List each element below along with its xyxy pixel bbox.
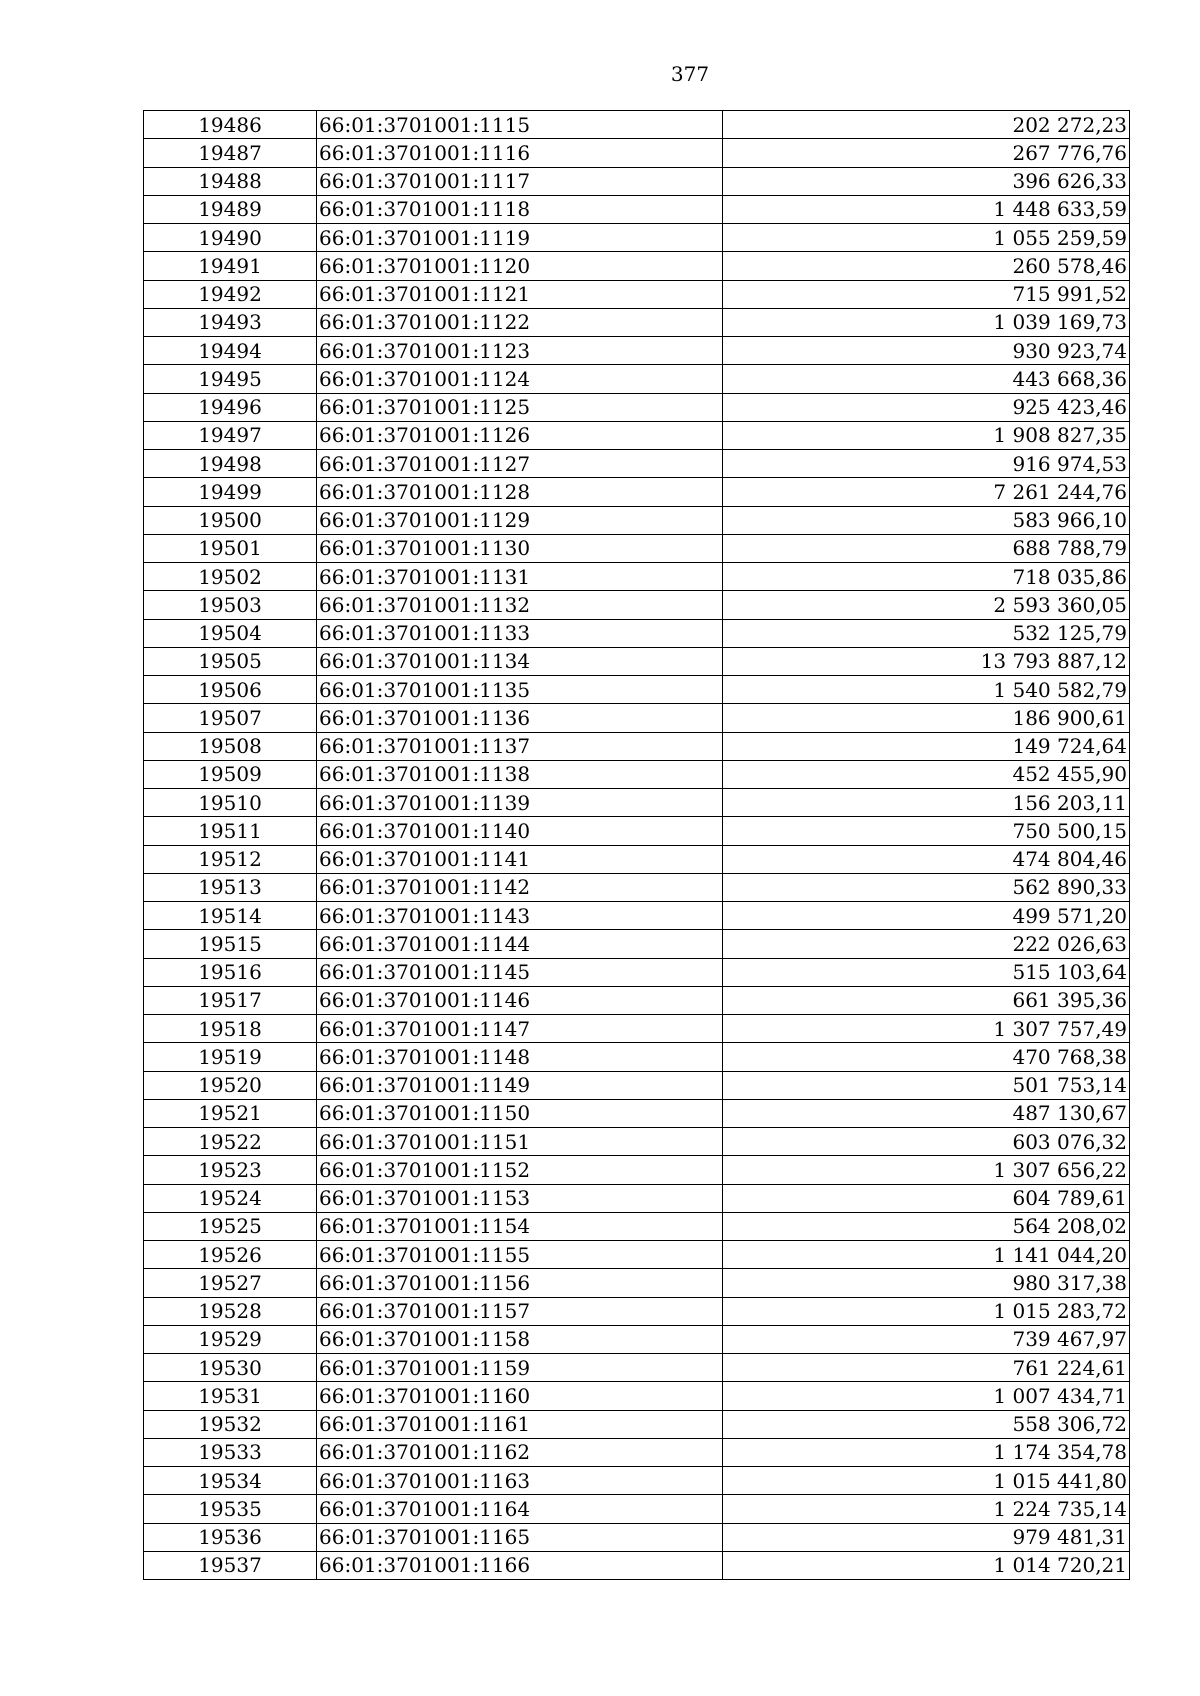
table-row (144, 704, 1130, 732)
table-row (144, 591, 1130, 619)
table-row (144, 337, 1130, 365)
row-number-cell: 19489 (144, 195, 317, 223)
row-number-cell: 19536 (144, 1523, 317, 1551)
row-number-cell: 19508 (144, 732, 317, 760)
cadastral-number-cell: 66:01:3701001:1152 (317, 1156, 723, 1184)
cadastral-number-cell: 66:01:3701001:1161 (317, 1410, 723, 1438)
table-row (144, 1015, 1130, 1043)
cadastral-number-cell: 66:01:3701001:1119 (317, 224, 723, 252)
table-row (144, 986, 1130, 1014)
row-number-cell: 19509 (144, 760, 317, 788)
cadastral-number-cell: 66:01:3701001:1146 (317, 986, 723, 1014)
table-row (144, 930, 1130, 958)
table-row (144, 534, 1130, 562)
row-number-cell: 19517 (144, 986, 317, 1014)
table-row (144, 1184, 1130, 1212)
cadastral-value-cell: 443 668,36 (723, 365, 1130, 393)
cadastral-value-cell: 930 923,74 (723, 337, 1130, 365)
cadastral-number-cell: 66:01:3701001:1129 (317, 506, 723, 534)
cadastral-value-cell: 558 306,72 (723, 1410, 1130, 1438)
row-number-cell: 19529 (144, 1325, 317, 1353)
table-row (144, 760, 1130, 788)
cadastral-value-cell: 1 224 735,14 (723, 1495, 1130, 1523)
table-row (144, 1354, 1130, 1382)
table-row (144, 1156, 1130, 1184)
cadastral-number-cell: 66:01:3701001:1123 (317, 337, 723, 365)
row-number-cell: 19527 (144, 1269, 317, 1297)
cadastral-value-cell: 1 307 656,22 (723, 1156, 1130, 1184)
row-number-cell: 19514 (144, 902, 317, 930)
row-number-cell: 19534 (144, 1467, 317, 1495)
cadastral-value-cell: 562 890,33 (723, 873, 1130, 901)
table-row (144, 1410, 1130, 1438)
cadastral-number-cell: 66:01:3701001:1160 (317, 1382, 723, 1410)
cadastral-number-cell: 66:01:3701001:1128 (317, 478, 723, 506)
row-number-cell: 19516 (144, 958, 317, 986)
row-number-cell: 19531 (144, 1382, 317, 1410)
table-row (144, 958, 1130, 986)
row-number-cell: 19494 (144, 337, 317, 365)
cadastral-value-cell: 1 448 633,59 (723, 195, 1130, 223)
cadastral-number-cell: 66:01:3701001:1137 (317, 732, 723, 760)
cadastral-value-cell: 186 900,61 (723, 704, 1130, 732)
table-row (144, 308, 1130, 336)
table-body (144, 111, 1130, 1580)
cadastral-value-cell: 532 125,79 (723, 619, 1130, 647)
row-number-cell: 19522 (144, 1128, 317, 1156)
cadastral-value-cell: 1 015 283,72 (723, 1297, 1130, 1325)
table-row (144, 647, 1130, 675)
row-number-cell: 19503 (144, 591, 317, 619)
cadastral-value-cell: 267 776,76 (723, 139, 1130, 167)
cadastral-number-cell: 66:01:3701001:1120 (317, 252, 723, 280)
cadastral-value-cell: 156 203,11 (723, 789, 1130, 817)
cadastral-value-cell: 7 261 244,76 (723, 478, 1130, 506)
table-row (144, 111, 1130, 139)
row-number-cell: 19524 (144, 1184, 317, 1212)
cadastral-value-cell: 604 789,61 (723, 1184, 1130, 1212)
cadastral-value-cell: 661 395,36 (723, 986, 1130, 1014)
table-row (144, 873, 1130, 901)
table-row (144, 1071, 1130, 1099)
cadastral-value-cell: 1 055 259,59 (723, 224, 1130, 252)
table-row (144, 252, 1130, 280)
cadastral-value-cell: 739 467,97 (723, 1325, 1130, 1353)
row-number-cell: 19493 (144, 308, 317, 336)
table-row (144, 732, 1130, 760)
cadastral-value-cell: 718 035,86 (723, 563, 1130, 591)
cadastral-number-cell: 66:01:3701001:1138 (317, 760, 723, 788)
table-row (144, 1467, 1130, 1495)
cadastral-value-cell: 149 724,64 (723, 732, 1130, 760)
row-number-cell: 19506 (144, 676, 317, 704)
cadastral-number-cell: 66:01:3701001:1139 (317, 789, 723, 817)
row-number-cell: 19510 (144, 789, 317, 817)
row-number-cell: 19491 (144, 252, 317, 280)
row-number-cell: 19515 (144, 930, 317, 958)
cadastral-value-cell: 1 141 044,20 (723, 1241, 1130, 1269)
row-number-cell: 19533 (144, 1438, 317, 1466)
row-number-cell: 19492 (144, 280, 317, 308)
row-number-cell: 19497 (144, 421, 317, 449)
row-number-cell: 19525 (144, 1212, 317, 1240)
cadastral-value-cell: 1 039 169,73 (723, 308, 1130, 336)
cadastral-number-cell: 66:01:3701001:1151 (317, 1128, 723, 1156)
table-row (144, 1438, 1130, 1466)
cadastral-value-cell: 1 307 757,49 (723, 1015, 1130, 1043)
table-row (144, 1099, 1130, 1127)
table-row (144, 1523, 1130, 1551)
cadastral-value-cell: 396 626,33 (723, 167, 1130, 195)
table-row (144, 167, 1130, 195)
cadastral-value-cell: 979 481,31 (723, 1523, 1130, 1551)
cadastral-number-cell: 66:01:3701001:1159 (317, 1354, 723, 1382)
cadastral-number-cell: 66:01:3701001:1142 (317, 873, 723, 901)
cadastral-value-cell: 474 804,46 (723, 845, 1130, 873)
cadastral-number-cell: 66:01:3701001:1121 (317, 280, 723, 308)
cadastral-number-cell: 66:01:3701001:1127 (317, 450, 723, 478)
table-row (144, 1241, 1130, 1269)
row-number-cell: 19528 (144, 1297, 317, 1325)
cadastral-value-cell: 603 076,32 (723, 1128, 1130, 1156)
table-row (144, 1325, 1130, 1353)
cadastral-value-cell: 750 500,15 (723, 817, 1130, 845)
cadastral-number-cell: 66:01:3701001:1115 (317, 111, 723, 139)
row-number-cell: 19495 (144, 365, 317, 393)
cadastral-number-cell: 66:01:3701001:1164 (317, 1495, 723, 1523)
cadastral-value-cell: 260 578,46 (723, 252, 1130, 280)
cadastral-value-cell: 1 908 827,35 (723, 421, 1130, 449)
cadastral-value-cell: 980 317,38 (723, 1269, 1130, 1297)
cadastral-value-cell: 222 026,63 (723, 930, 1130, 958)
table-row (144, 139, 1130, 167)
row-number-cell: 19505 (144, 647, 317, 675)
table-row (144, 195, 1130, 223)
cadastral-number-cell: 66:01:3701001:1153 (317, 1184, 723, 1212)
row-number-cell: 19520 (144, 1071, 317, 1099)
cadastral-number-cell: 66:01:3701001:1149 (317, 1071, 723, 1099)
row-number-cell: 19512 (144, 845, 317, 873)
row-number-cell: 19526 (144, 1241, 317, 1269)
row-number-cell: 19490 (144, 224, 317, 252)
cadastral-number-cell: 66:01:3701001:1140 (317, 817, 723, 845)
cadastral-number-cell: 66:01:3701001:1133 (317, 619, 723, 647)
row-number-cell: 19532 (144, 1410, 317, 1438)
table-row (144, 421, 1130, 449)
table-row (144, 1043, 1130, 1071)
row-number-cell: 19535 (144, 1495, 317, 1523)
cadastral-number-cell: 66:01:3701001:1154 (317, 1212, 723, 1240)
cadastral-value-cell: 916 974,53 (723, 450, 1130, 478)
row-number-cell: 19519 (144, 1043, 317, 1071)
cadastral-number-cell: 66:01:3701001:1125 (317, 393, 723, 421)
cadastral-number-cell: 66:01:3701001:1162 (317, 1438, 723, 1466)
row-number-cell: 19518 (144, 1015, 317, 1043)
cadastral-value-cell: 202 272,23 (723, 111, 1130, 139)
cadastral-value-cell: 688 788,79 (723, 534, 1130, 562)
row-number-cell: 19513 (144, 873, 317, 901)
row-number-cell: 19523 (144, 1156, 317, 1184)
table-row (144, 224, 1130, 252)
cadastral-value-cell: 515 103,64 (723, 958, 1130, 986)
cadastral-value-cell: 487 130,67 (723, 1099, 1130, 1127)
cadastral-number-cell: 66:01:3701001:1134 (317, 647, 723, 675)
table-row (144, 817, 1130, 845)
cadastral-value-cell: 583 966,10 (723, 506, 1130, 534)
table-row (144, 789, 1130, 817)
cadastral-number-cell: 66:01:3701001:1118 (317, 195, 723, 223)
cadastral-number-cell: 66:01:3701001:1165 (317, 1523, 723, 1551)
row-number-cell: 19504 (144, 619, 317, 647)
table-row (144, 1269, 1130, 1297)
cadastral-value-cell: 715 991,52 (723, 280, 1130, 308)
cadastral-number-cell: 66:01:3701001:1163 (317, 1467, 723, 1495)
page-number: 377 (670, 62, 710, 86)
cadastral-value-cell: 1 540 582,79 (723, 676, 1130, 704)
row-number-cell: 19499 (144, 478, 317, 506)
table-row (144, 1382, 1130, 1410)
cadastral-number-cell: 66:01:3701001:1144 (317, 930, 723, 958)
row-number-cell: 19498 (144, 450, 317, 478)
table-row (144, 619, 1130, 647)
table-row (144, 1128, 1130, 1156)
cadastral-value-cell: 2 593 360,05 (723, 591, 1130, 619)
cadastral-number-cell: 66:01:3701001:1143 (317, 902, 723, 930)
table-row (144, 450, 1130, 478)
cadastral-number-cell: 66:01:3701001:1135 (317, 676, 723, 704)
cadastral-number-cell: 66:01:3701001:1116 (317, 139, 723, 167)
table-row (144, 1297, 1130, 1325)
row-number-cell: 19496 (144, 393, 317, 421)
table-row (144, 1212, 1130, 1240)
cadastral-value-cell: 13 793 887,12 (723, 647, 1130, 675)
cadastral-value-cell: 925 423,46 (723, 393, 1130, 421)
cadastral-number-cell: 66:01:3701001:1131 (317, 563, 723, 591)
cadastral-number-cell: 66:01:3701001:1150 (317, 1099, 723, 1127)
cadastral-value-cell: 470 768,38 (723, 1043, 1130, 1071)
row-number-cell: 19521 (144, 1099, 317, 1127)
cadastral-number-cell: 66:01:3701001:1158 (317, 1325, 723, 1353)
table-row (144, 393, 1130, 421)
row-number-cell: 19486 (144, 111, 317, 139)
row-number-cell: 19507 (144, 704, 317, 732)
cadastral-value-cell: 501 753,14 (723, 1071, 1130, 1099)
cadastral-number-cell: 66:01:3701001:1141 (317, 845, 723, 873)
table-row (144, 563, 1130, 591)
table-row (144, 280, 1130, 308)
cadastral-value-cell: 761 224,61 (723, 1354, 1130, 1382)
row-number-cell: 19537 (144, 1551, 317, 1579)
table-row (144, 1495, 1130, 1523)
cadastral-number-cell: 66:01:3701001:1126 (317, 421, 723, 449)
row-number-cell: 19511 (144, 817, 317, 845)
row-number-cell: 19488 (144, 167, 317, 195)
table-row (144, 365, 1130, 393)
cadastral-value-cell: 452 455,90 (723, 760, 1130, 788)
cadastral-number-cell: 66:01:3701001:1157 (317, 1297, 723, 1325)
row-number-cell: 19500 (144, 506, 317, 534)
cadastral-number-cell: 66:01:3701001:1156 (317, 1269, 723, 1297)
cadastral-value-cell: 1 174 354,78 (723, 1438, 1130, 1466)
cadastral-value-cell: 1 007 434,71 (723, 1382, 1130, 1410)
table-row (144, 1551, 1130, 1579)
cadastral-value-table (143, 110, 1130, 1580)
cadastral-value-cell: 564 208,02 (723, 1212, 1130, 1240)
cadastral-value-cell: 499 571,20 (723, 902, 1130, 930)
row-number-cell: 19501 (144, 534, 317, 562)
cadastral-number-cell: 66:01:3701001:1132 (317, 591, 723, 619)
cadastral-number-cell: 66:01:3701001:1136 (317, 704, 723, 732)
cadastral-value-cell: 1 014 720,21 (723, 1551, 1130, 1579)
table-row (144, 506, 1130, 534)
cadastral-number-cell: 66:01:3701001:1147 (317, 1015, 723, 1043)
cadastral-number-cell: 66:01:3701001:1122 (317, 308, 723, 336)
cadastral-number-cell: 66:01:3701001:1130 (317, 534, 723, 562)
cadastral-number-cell: 66:01:3701001:1155 (317, 1241, 723, 1269)
cadastral-number-cell: 66:01:3701001:1117 (317, 167, 723, 195)
cadastral-value-cell: 1 015 441,80 (723, 1467, 1130, 1495)
row-number-cell: 19502 (144, 563, 317, 591)
row-number-cell: 19487 (144, 139, 317, 167)
table-row (144, 676, 1130, 704)
table-row (144, 902, 1130, 930)
table-row (144, 478, 1130, 506)
table-row (144, 845, 1130, 873)
cadastral-number-cell: 66:01:3701001:1148 (317, 1043, 723, 1071)
cadastral-number-cell: 66:01:3701001:1166 (317, 1551, 723, 1579)
row-number-cell: 19530 (144, 1354, 317, 1382)
cadastral-number-cell: 66:01:3701001:1145 (317, 958, 723, 986)
cadastral-number-cell: 66:01:3701001:1124 (317, 365, 723, 393)
